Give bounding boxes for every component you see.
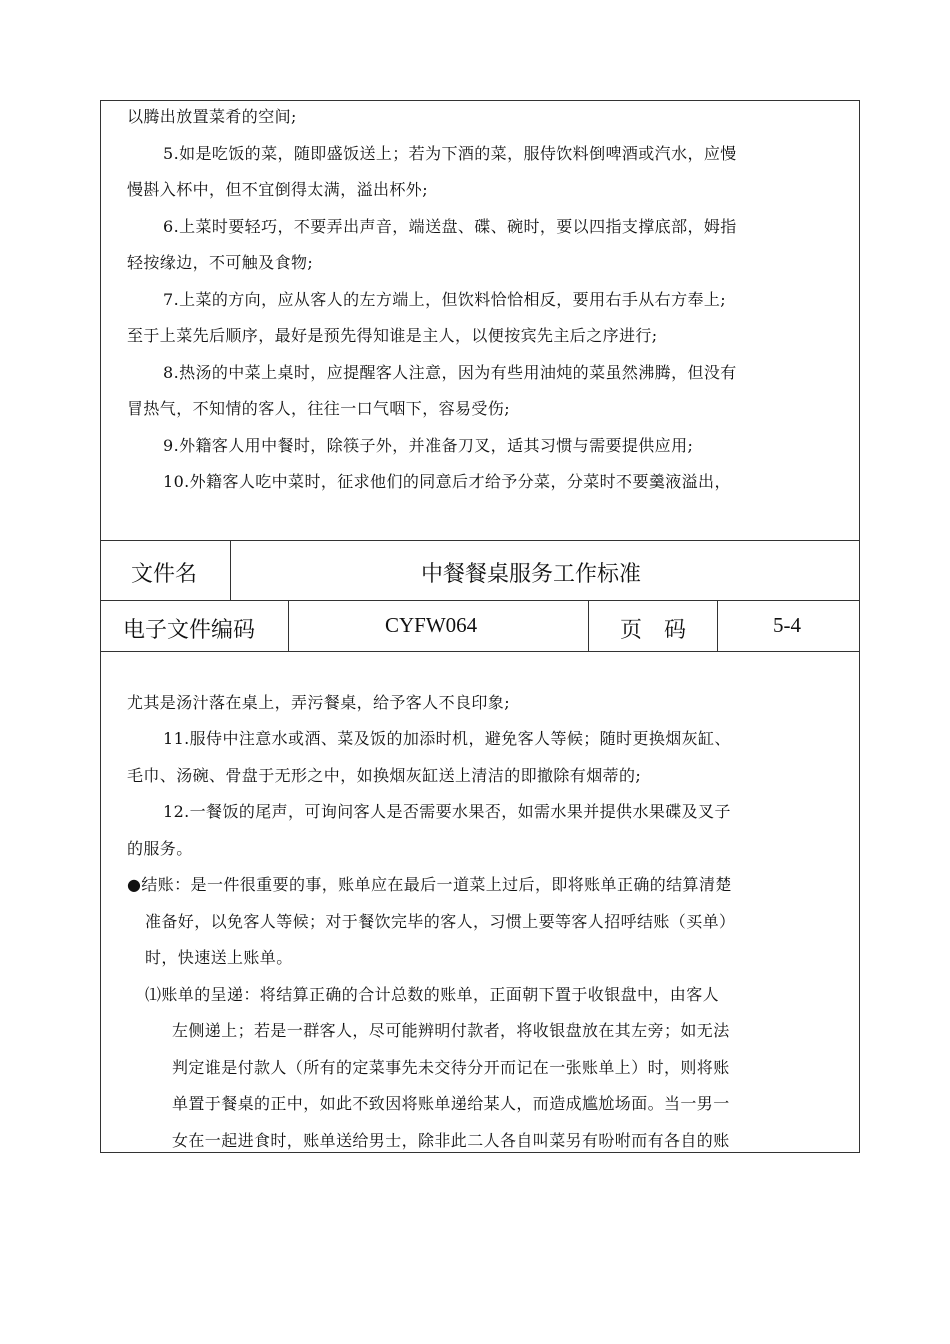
paragraph-line: 左侧递上；若是一群客人，尽可能辨明付款者，将收银盘放在其左旁；如无法 [172,1021,730,1040]
paragraph-line: 7.上菜的方向，应从客人的左方端上，但饮料恰恰相反，要用右手从右方奉上; [163,290,727,309]
paragraph-line: 轻按缘边，不可触及食物; [127,253,314,272]
divider [588,600,589,651]
paragraph-line: 单置于餐桌的正中，如此不致因将账单递给某人，而造成尴尬场面。当一男一 [172,1094,730,1113]
divider [288,600,289,651]
paragraph-line: 的服务。 [127,839,193,858]
paragraph-line: 尤其是汤汁落在桌上，弄污餐桌，给予客人不良印象; [127,693,510,712]
document-page-frame [100,100,860,1153]
paragraph-line: 9.外籍客人用中餐时，除筷子外，并准备刀叉，适其习惯与需要提供应用; [163,436,694,455]
divider [101,540,859,541]
numbered-item-line: ⑴账单的呈递：将结算正确的合计总数的账单，正面朝下置于收银盘中，由客人 [145,985,720,1004]
paragraph-line: 女在一起进食时，账单送给男士，除非此二人各自叫菜另有吩咐而有各自的账 [172,1131,730,1150]
paragraph-line: 10.外籍客人吃中菜时，征求他们的同意后才给予分菜，分菜时不要羹液溢出， [163,472,731,491]
paragraph-line: 11.服侍中注意水或酒、菜及饭的加添时机，避免客人等候；随时更换烟灰缸、 [163,729,731,748]
paragraph-line: 6.上菜时要轻巧，不要弄出声音，端送盘、碟、碗时，要以四指支撑底部，姆指 [163,217,737,236]
file-code-value: CYFW064 [385,613,478,637]
top-text-section [101,101,859,541]
paragraph-line: 时，快速送上账单。 [145,948,293,967]
page-number: 5-4 [773,613,801,637]
paragraph-line: 8.热汤的中菜上桌时，应提醒客人注意，因为有些用油炖的菜虽然沸腾，但没有 [163,363,737,382]
bottom-text-section [101,652,859,1152]
paragraph-line: 判定谁是付款人（所有的定菜事先未交待分开而记在一张账单上）时，则将账 [172,1058,730,1077]
paragraph-line: 毛巾、汤碗、骨盘于无形之中，如换烟灰缸送上清洁的即撤除有烟蒂的; [127,766,642,785]
file-code-label: 电子文件编码 [123,618,256,643]
page-label: 页 码 [620,618,687,643]
paragraph-line: 至于上菜先后顺序，最好是预先得知谁是主人，以便按宾先主后之序进行; [127,326,658,345]
file-name-label: 文件名 [131,562,198,587]
paragraph-line: 准备好，以免客人等候；对于餐饮完毕的客人，习惯上要等客人招呼结账（买单） [145,912,736,931]
paragraph-line: 以腾出放置菜肴的空间; [127,107,297,126]
document-title: 中餐餐桌服务工作标准 [421,562,642,587]
paragraph-line: 12.一餐饭的尾声，可询问客人是否需要水果否，如需水果并提供水果碟及叉子 [163,802,731,821]
paragraph-line: 慢斟入杯中，但不宜倒得太满，溢出杯外; [127,180,428,199]
bullet-line: ●结账：是一件很重要的事，账单应在最后一道菜上过后，即将账单正确的结算清楚 [127,875,732,894]
divider [101,600,859,601]
paragraph-line: 冒热气，不知情的客人，往往一口气咽下，容易受伤; [127,399,510,418]
divider [717,600,718,651]
paragraph-line: 5.如是吃饭的菜，随即盛饭送上；若为下酒的菜，服侍饮料倒啤酒或汽水，应慢 [163,144,737,163]
divider [230,540,231,600]
